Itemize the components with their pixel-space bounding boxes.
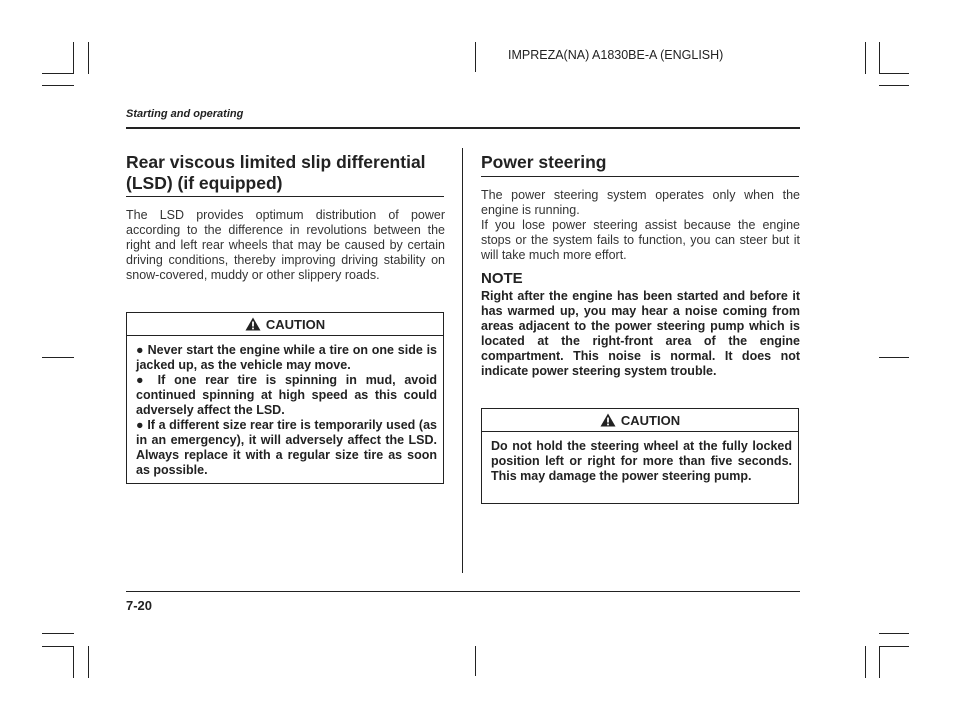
crop-mark xyxy=(879,646,880,678)
crop-mark xyxy=(879,633,909,634)
crop-mark xyxy=(42,85,74,86)
power-steering-paragraphs xyxy=(481,188,800,263)
crop-mark xyxy=(88,42,89,74)
caution-header xyxy=(482,409,798,432)
power-steering-heading-rule xyxy=(481,176,799,177)
caution-item: ● Never start the engine while a tire on one side is jacked up, as the vehicle may move. xyxy=(136,343,437,372)
warning-triangle-icon xyxy=(600,413,616,427)
caution-body xyxy=(127,336,443,478)
crop-mark xyxy=(475,42,476,72)
section-label: Starting and operating xyxy=(126,108,244,120)
crop-mark xyxy=(879,357,909,358)
note-title: NOTE xyxy=(481,270,523,287)
document-id: IMPREZA(NA) A1830BE-A (ENGLISH) xyxy=(508,48,724,62)
lsd-paragraph: The LSD provides optimum distribution of power according to the difference in revolutions between the right and left rear wheels that may be caused by certain driving conditions, thereby improving driving stability on snow-covered, muddy or other slippery roads. xyxy=(126,208,445,282)
note-body: Right after the engine has been started and before it has warmed up, you may hear a noise coming from areas adjacent to the power steering pump which is located at the right-front area of the engine compartment. This noise is normal. It does not indicate power steering system trouble. xyxy=(481,289,800,378)
lsd-caution-box xyxy=(126,312,444,484)
crop-mark xyxy=(42,73,74,74)
footer-rule xyxy=(126,591,800,592)
header-rule xyxy=(126,127,800,129)
crop-mark xyxy=(865,42,866,74)
crop-mark xyxy=(475,646,476,676)
caution-title: CAUTION xyxy=(265,316,326,332)
lsd-heading: Rear viscous limited slip differential (LSD) (if equipped) xyxy=(126,152,426,193)
caution-body: Do not hold the steering wheel at the fully locked position left or right for more than five seconds. This may damage the power steering pump. xyxy=(491,439,792,483)
crop-mark xyxy=(879,73,909,74)
crop-mark xyxy=(879,646,909,647)
warning-triangle-icon xyxy=(245,317,261,331)
crop-mark xyxy=(42,646,74,647)
caution-title: CAUTION xyxy=(620,412,681,428)
crop-mark xyxy=(73,646,74,678)
crop-mark xyxy=(879,42,880,74)
power-steering-paragraph: If you lose power steering assist because the engine stops or the system fails to function, you can steer but it will take much more effort. xyxy=(481,218,800,262)
column-divider xyxy=(462,148,463,573)
caution-item: ● If one rear tire is spinning in mud, avoid continued spinning at high speed as this could adversely affect the LSD. xyxy=(136,373,437,417)
crop-mark xyxy=(42,633,74,634)
crop-mark xyxy=(73,42,74,74)
power-steering-caution-box xyxy=(481,408,799,504)
power-steering-heading: Power steering xyxy=(481,152,607,172)
crop-mark xyxy=(879,85,909,86)
caution-item: ● If a different size rear tire is temporarily used (as in an emergency), it will adversely affect the LSD. Always replace it with a regular size tire as soon as possible. xyxy=(136,418,437,477)
page-number: 7-20 xyxy=(126,598,153,613)
crop-mark xyxy=(42,357,74,358)
power-steering-paragraph: The power steering system operates only when the engine is running. xyxy=(481,188,800,217)
crop-mark xyxy=(865,646,866,678)
lsd-heading-rule xyxy=(126,196,444,197)
crop-mark xyxy=(88,646,89,678)
caution-header xyxy=(127,313,443,336)
